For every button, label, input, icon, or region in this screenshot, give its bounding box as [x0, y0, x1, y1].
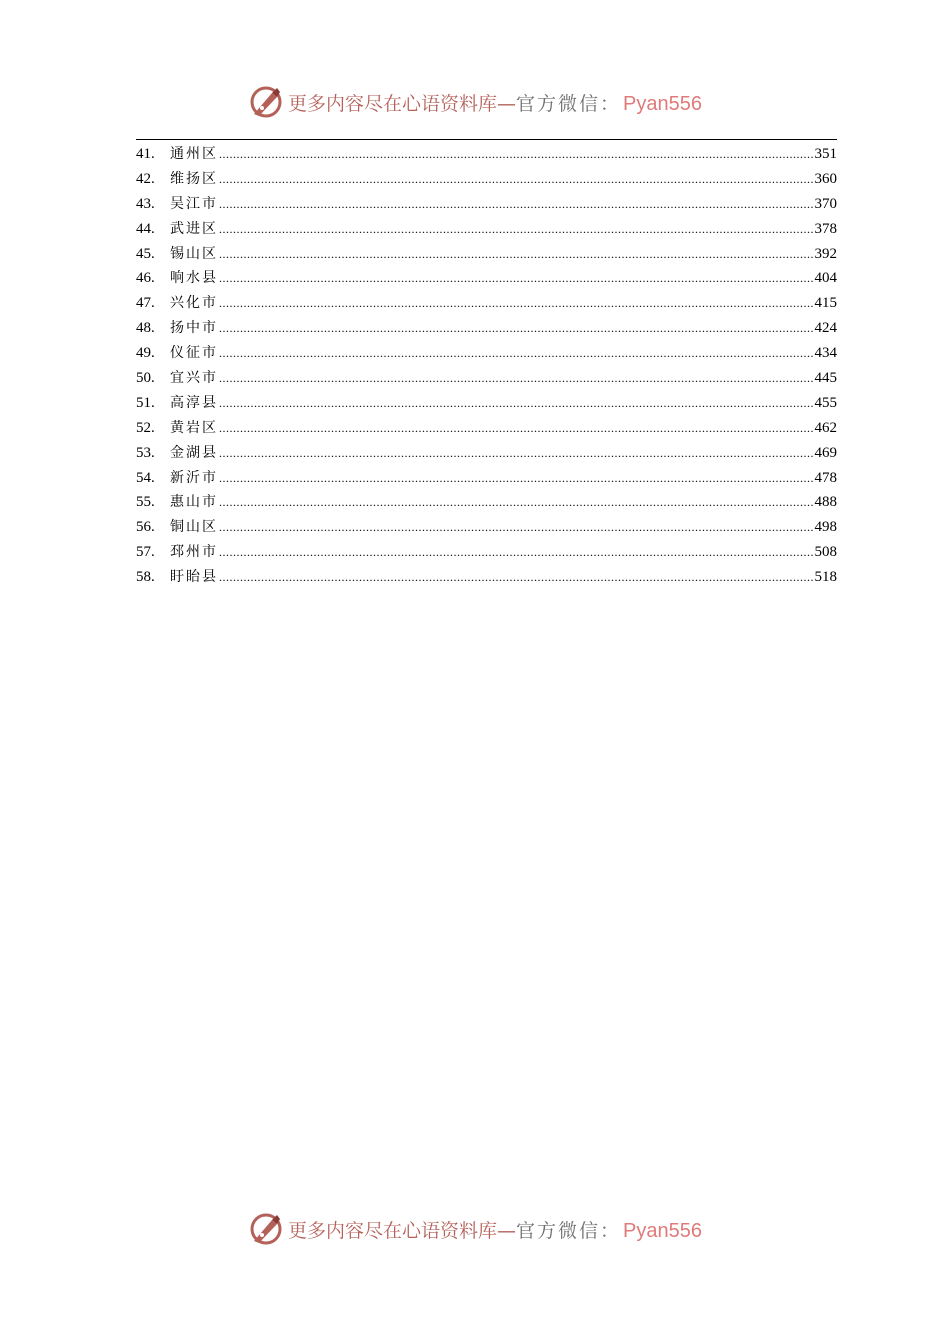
toc-entry-title: 锡山区	[170, 245, 218, 262]
watermark-wechat-label: 官方微信：	[516, 92, 622, 115]
toc-entry-page: 518	[814, 569, 837, 586]
toc-entry[interactable]	[136, 490, 837, 515]
toc-entry-page: 478	[814, 469, 837, 486]
toc-entry[interactable]	[136, 266, 837, 291]
toc-list	[136, 142, 837, 590]
toc-entry-number: 44.	[136, 220, 155, 237]
toc-dot-leader	[219, 490, 813, 515]
toc-dot-leader	[219, 366, 813, 391]
toc-dot-leader	[219, 441, 813, 466]
toc-dot-leader	[219, 391, 813, 416]
toc-entry[interactable]	[136, 391, 837, 416]
toc-dot-leader	[219, 217, 813, 242]
pen-logo-icon	[248, 84, 284, 120]
toc-entry-page: 488	[814, 494, 837, 511]
toc-entry-page: 351	[814, 146, 837, 162]
toc-entry-title: 黄岩区	[170, 419, 218, 436]
watermark-dash: —	[497, 92, 517, 115]
toc-entry-page: 415	[814, 295, 837, 312]
toc-entry-number: 45.	[136, 245, 155, 262]
toc-entry[interactable]	[136, 441, 837, 466]
toc-dot-leader	[219, 565, 813, 590]
header-watermark	[0, 82, 950, 122]
toc-entry[interactable]	[136, 192, 837, 217]
toc-entry-title: 高淳县	[170, 394, 218, 411]
toc-entry-page: 445	[814, 370, 837, 387]
header-rule	[136, 139, 837, 140]
watermark-wechat-label: 官方微信：	[516, 1219, 622, 1242]
toc-entry-number: 57.	[136, 544, 155, 561]
toc-entry[interactable]	[136, 466, 837, 491]
toc-dot-leader	[219, 291, 813, 316]
toc-dot-leader	[219, 540, 813, 565]
toc-dot-leader	[219, 416, 813, 441]
toc-entry-title: 新沂市	[170, 469, 218, 486]
toc-entry-page: 404	[814, 270, 837, 287]
toc-entry-title: 邳州市	[170, 544, 218, 561]
toc-entry-number: 43.	[136, 195, 155, 212]
toc-entry-page: 434	[814, 345, 837, 362]
watermark-dash: —	[497, 1219, 517, 1242]
toc-entry-page: 455	[814, 394, 837, 411]
toc-entry[interactable]	[136, 217, 837, 242]
toc-entry[interactable]	[136, 540, 837, 565]
toc-entry[interactable]	[136, 167, 837, 192]
toc-dot-leader	[219, 142, 813, 167]
toc-entry-page: 424	[814, 320, 837, 337]
toc-entry-page: 498	[814, 519, 837, 536]
toc-entry-title: 宜兴市	[170, 370, 218, 387]
toc-entry-number: 55.	[136, 494, 155, 511]
toc-dot-leader	[219, 466, 813, 491]
toc-entry-number: 48.	[136, 320, 155, 337]
toc-entry-number: 41.	[136, 146, 155, 162]
toc-entry-number: 56.	[136, 519, 155, 536]
watermark-wechat-id: Pyan556	[623, 1219, 702, 1242]
toc-entry-title: 扬中市	[170, 320, 218, 337]
toc-entry-title: 吴江市	[170, 195, 218, 212]
toc-entry[interactable]	[136, 565, 837, 590]
toc-dot-leader	[219, 192, 813, 217]
toc-entry-page: 370	[814, 195, 837, 212]
toc-dot-leader	[219, 266, 813, 291]
toc-entry[interactable]	[136, 242, 837, 267]
toc-entry[interactable]	[136, 291, 837, 316]
toc-entry-title: 武进区	[170, 220, 218, 237]
toc-entry-title: 响水县	[170, 270, 218, 287]
watermark-wechat-id: Pyan556	[623, 92, 702, 115]
toc-entry-page: 378	[814, 220, 837, 237]
toc-entry-title: 盱眙县	[170, 569, 218, 586]
toc-entry[interactable]	[136, 366, 837, 391]
pen-logo-icon	[248, 1211, 284, 1247]
toc-entry-title: 铜山区	[170, 519, 218, 536]
toc-entry-number: 50.	[136, 370, 155, 387]
toc-entry-title: 金湖县	[170, 444, 218, 461]
toc-dot-leader	[219, 515, 813, 540]
toc-entry[interactable]	[136, 416, 837, 441]
toc-entry[interactable]	[136, 341, 837, 366]
toc-dot-leader	[219, 341, 813, 366]
toc-entry-number: 54.	[136, 469, 155, 486]
toc-entry-number: 42.	[136, 170, 155, 187]
toc-entry-page: 392	[814, 245, 837, 262]
toc-entry-page: 508	[814, 544, 837, 561]
toc-entry-number: 52.	[136, 419, 155, 436]
toc-entry-number: 58.	[136, 569, 155, 586]
toc-dot-leader	[219, 167, 813, 192]
toc-dot-leader	[219, 316, 813, 341]
toc-entry-page: 469	[814, 444, 837, 461]
toc-entry-title: 仪征市	[170, 345, 218, 362]
toc-entry-number: 46.	[136, 270, 155, 287]
toc-entry-title: 惠山市	[170, 494, 218, 511]
toc-entry-number: 51.	[136, 394, 155, 411]
watermark-text: 更多内容尽在心语资料库	[288, 1219, 498, 1242]
toc-entry-title: 兴化市	[170, 295, 218, 312]
toc-entry-number: 47.	[136, 295, 155, 312]
toc-entry-number: 53.	[136, 444, 155, 461]
toc-entry-page: 360	[814, 170, 837, 187]
toc-entry-title: 维扬区	[170, 170, 218, 187]
toc-entry-title: 通州区	[170, 146, 218, 162]
watermark-text: 更多内容尽在心语资料库	[288, 92, 498, 115]
toc-entry[interactable]	[136, 515, 837, 540]
footer-watermark	[0, 1209, 950, 1249]
toc-entry[interactable]	[136, 142, 837, 167]
toc-entry[interactable]	[136, 316, 837, 341]
toc-entry-page: 462	[814, 419, 837, 436]
toc-entry-number: 49.	[136, 345, 155, 362]
toc-dot-leader	[219, 242, 813, 267]
